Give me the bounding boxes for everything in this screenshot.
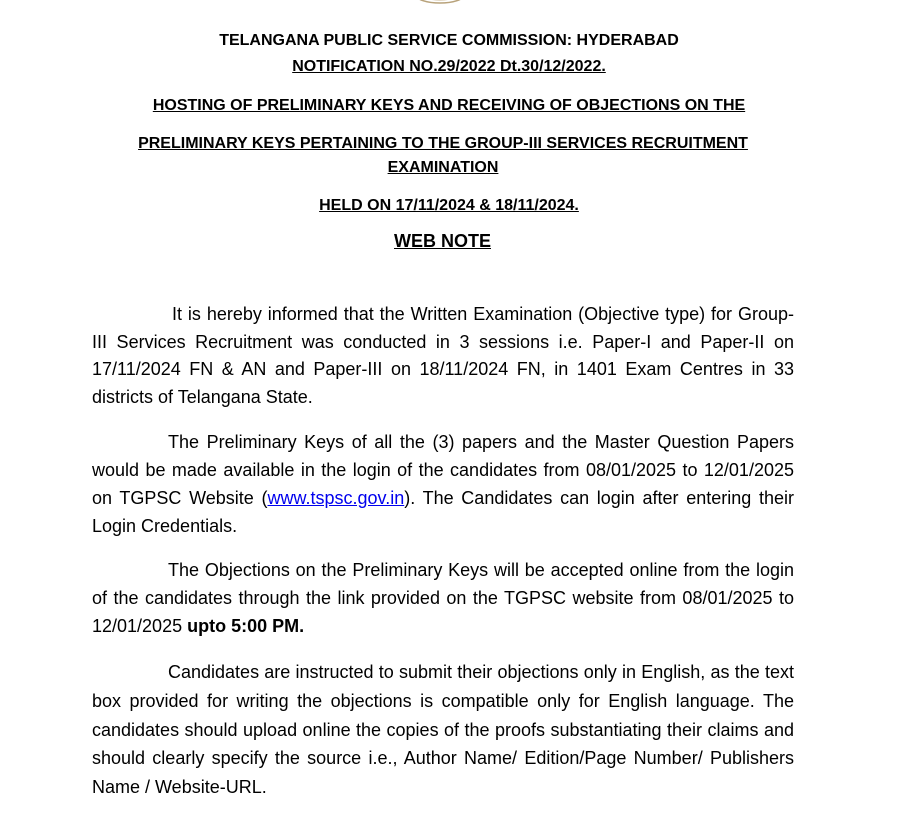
commission-emblem [410, 0, 470, 6]
notification-number-text: NOTIFICATION NO.29/2022 Dt.30/12/2022. [292, 58, 606, 75]
deadline-time: upto 5:00 PM. [187, 616, 305, 636]
paragraph-objections-text: The Objections on the Preliminary Keys will be accepted online from the login of the candidates through the link provided on the TGPSC website from 08/01/2025 to 12/01/2025 [92, 560, 794, 636]
paragraph-instructions: Candidates are instructed to submit their objections only in English, as the text box provided for writing the objections is compatible only for English language. The candidates should upload online the copies of the proofs substantiating their claims and should clearly specify the source i.e., Author Name/ Edition/Page Number/ Publishers Name / Website-URL. [92, 662, 794, 798]
paragraph-exam-conducted: It is hereby informed that the Written Examination (Objective type) for Group-III Services Recruitment was conducted in 3 sessions i.e. Paper-I and Paper-II on 17/11/2024 FN & AN and Paper-III on 18/11/2024 FN, in 1401 Exam Centres in 33 districts of Telangana State. [92, 304, 794, 407]
exam-dates-heading-text: HELD ON 17/11/2024 & 18/11/2024. [319, 197, 579, 214]
paragraph-preliminary-keys-text-end: ). The Candidates can login after entering their Login Credentials. [92, 488, 794, 536]
web-note-title: WEB NOTE [394, 231, 491, 251]
tspsc-website-link[interactable]: www.tspsc.gov.in [267, 488, 405, 508]
subject-heading-line-1 [0, 94, 898, 118]
paragraph-preliminary-keys-text: The Preliminary Keys of all the (3) papers and the Master Question Papers would be made available in the login of the candidates from 08/01/2025 to 12/01/2025 on TGPSC Website ( [92, 432, 794, 508]
exam-dates-heading [0, 194, 898, 218]
subject-heading-line-2 [120, 132, 766, 180]
paragraph-objections [92, 556, 794, 640]
paragraph-preliminary-keys [92, 428, 794, 540]
notification-number [0, 55, 898, 79]
commission-title: TELANGANA PUBLIC SERVICE COMMISSION: HYDERABAD [219, 32, 679, 49]
subject-heading-line-2-text: PRELIMINARY KEYS PERTAINING TO THE GROUP-III SERVICES RECRUITMENT EXAMINATION [138, 135, 748, 176]
subject-heading-line-1-text: HOSTING OF PRELIMINARY KEYS AND RECEIVING OF OBJECTIONS ON THE [152, 97, 746, 114]
